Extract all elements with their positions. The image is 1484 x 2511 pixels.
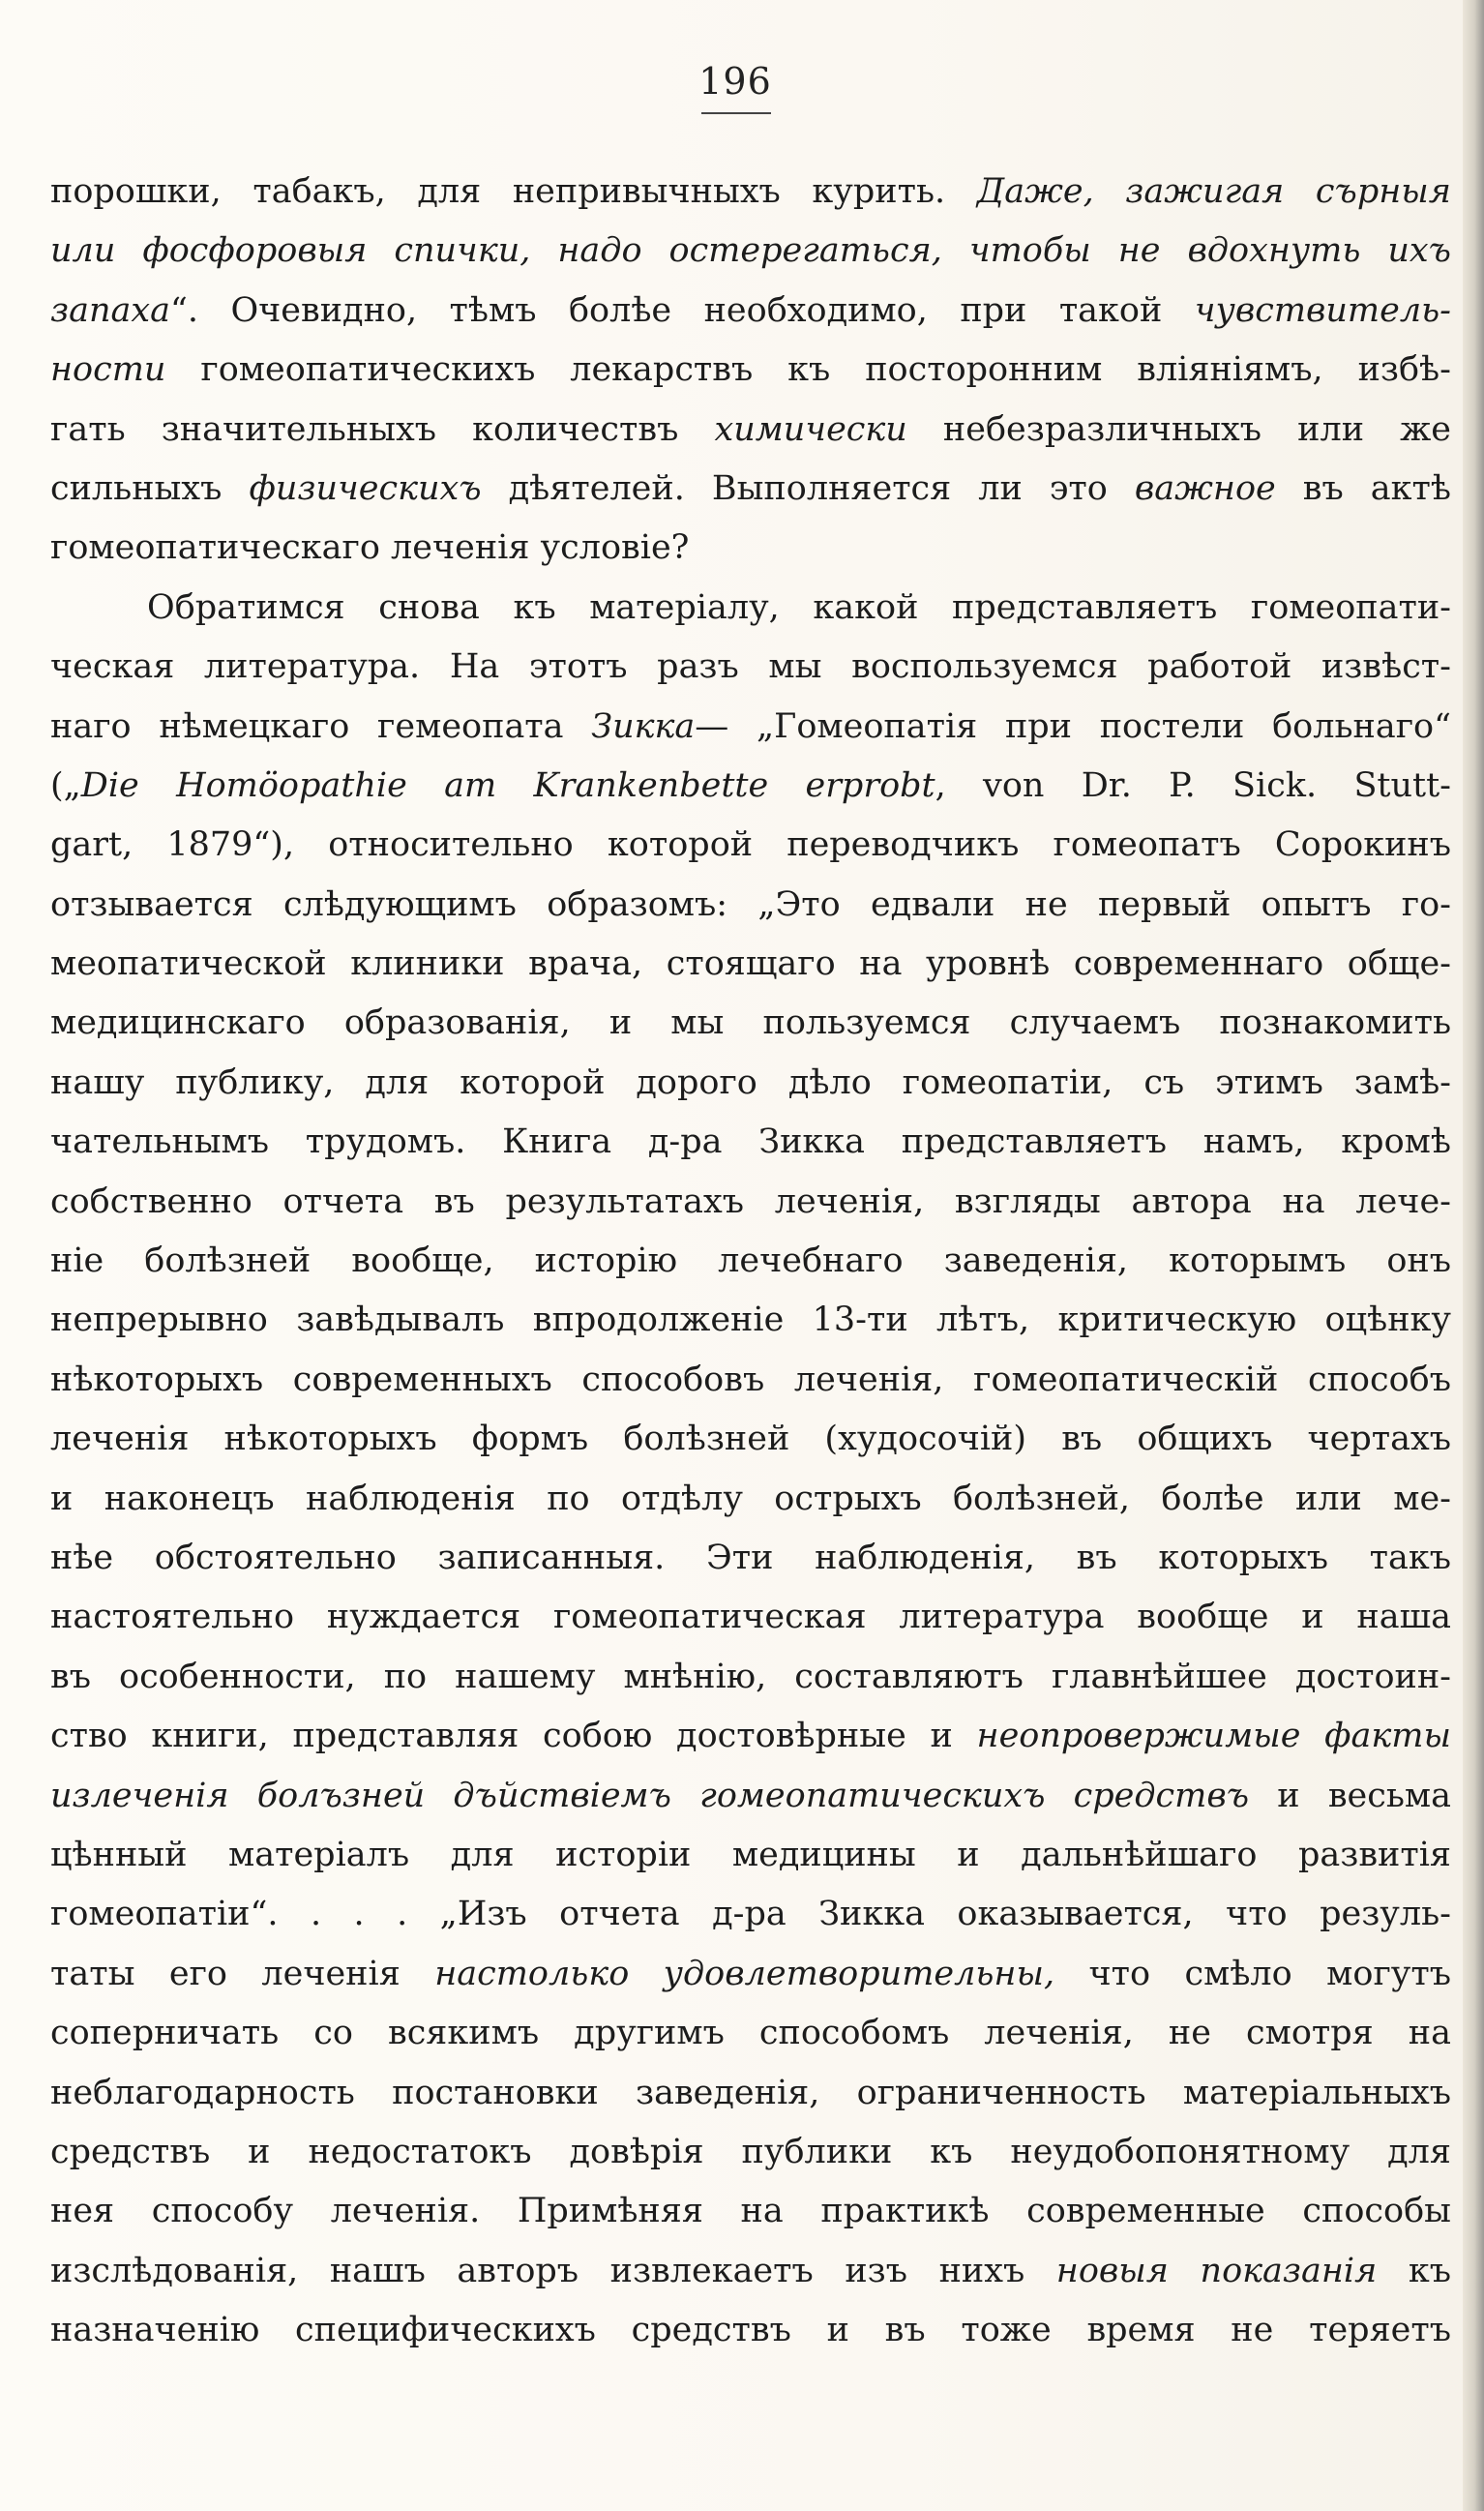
text-segment: дѣятелей. Выполняется ли это xyxy=(481,468,1135,508)
italic-text-segment: неопровержимые факты xyxy=(976,1717,1451,1756)
text-line xyxy=(50,1529,1451,1588)
text-line xyxy=(50,1648,1451,1707)
text-segment: таты его леченія xyxy=(50,1954,435,1993)
text-segment: нѣе обстоятельно записанныя. Эти наблюденія, въ которыхъ такъ xyxy=(50,1538,1451,1577)
text-line xyxy=(50,1291,1451,1350)
text-segment: собственно отчета въ результатахъ леченія, взгляды автора на лече- xyxy=(50,1181,1451,1221)
text-segment: настоятельно нуждается гомеопатическая литература вообще и наша xyxy=(50,1598,1451,1637)
text-line xyxy=(50,994,1451,1053)
text-line xyxy=(50,163,1451,222)
text-segment: непрерывно завѣдывалъ впродолженіе 13-ти лѣтъ, критическую оцѣнку xyxy=(50,1300,1451,1340)
text-segment: въ особенности, по нашему мнѣнію, составляютъ главнѣйшее достоин- xyxy=(50,1657,1451,1696)
italic-text-segment: Зикка xyxy=(591,706,696,746)
text-line xyxy=(50,2242,1451,2301)
text-line xyxy=(50,222,1451,281)
text-line xyxy=(50,1173,1451,1232)
text-segment: gart, 1879“), относительно которой переводчикъ гомеопатъ Сорокинъ xyxy=(50,825,1451,865)
italic-text-segment: ности xyxy=(50,350,166,390)
text-line xyxy=(50,1470,1451,1529)
text-segment: къ xyxy=(1377,2251,1451,2290)
text-segment: что смѣло могутъ xyxy=(1054,1954,1451,1993)
body-text xyxy=(50,163,1451,2360)
text-line xyxy=(50,579,1451,638)
text-segment: нашу публику, для которой дорого дѣло гомеопатіи, съ этимъ замѣ- xyxy=(50,1062,1451,1102)
text-segment: гомеопатіи“. . . . „Изъ отчета д-ра Зикка оказывается, что резуль- xyxy=(50,1895,1451,1934)
text-segment: цѣнный матеріалъ для исторіи медицины и дальнѣйшаго развитія xyxy=(50,1835,1451,1874)
text-line xyxy=(50,2004,1451,2063)
text-line xyxy=(50,519,1451,578)
page-edge-shadow xyxy=(1463,0,1484,2511)
text-segment: меопатической клиники врача, стоящаго на уровнѣ современнаго обще- xyxy=(50,944,1451,984)
text-segment: („ xyxy=(50,765,81,805)
text-line xyxy=(50,1054,1451,1113)
page-number: 196 xyxy=(698,60,772,103)
text-line xyxy=(50,2182,1451,2241)
text-line xyxy=(50,638,1451,697)
text-line xyxy=(50,341,1451,400)
text-segment: средствъ и недостатокъ довѣрія публики къ неудобопонятному для xyxy=(50,2132,1451,2171)
page-number-underline xyxy=(701,112,771,114)
text-segment: сильныхъ xyxy=(50,468,250,508)
text-segment: неблагодарность постановки заведенія, ограниченность матеріальныхъ xyxy=(50,2073,1451,2112)
italic-text-segment: излеченія болъзней дъйствіемъ гомеопатическихъ средствъ xyxy=(50,1776,1250,1815)
text-line xyxy=(50,1113,1451,1172)
text-segment: порошки, табакъ, для непривычныхъ курить. xyxy=(50,172,977,211)
text-line xyxy=(50,1767,1451,1826)
text-line xyxy=(50,282,1451,341)
text-line xyxy=(50,816,1451,875)
text-segment: ческая литература. На этотъ разъ мы воспользуемся работой извѣст- xyxy=(50,647,1451,687)
italic-text-segment: важное xyxy=(1134,468,1276,508)
text-segment: медицинскаго образованія, и мы пользуемся случаемъ познакомить xyxy=(50,1003,1451,1043)
italic-text-segment: настолько удовлетворительны, xyxy=(434,1954,1055,1993)
text-line xyxy=(50,401,1451,460)
italic-text-segment: физическихъ xyxy=(249,468,482,508)
italic-text-segment: новыя показанія xyxy=(1055,2251,1378,2290)
text-segment: гать значительныхъ количествъ xyxy=(50,409,715,449)
text-line xyxy=(50,1945,1451,2004)
italic-text-segment: чувствитель- xyxy=(1194,290,1451,330)
text-segment: соперничать со всякимъ другимъ способомъ леченія, не смотря на xyxy=(50,2014,1451,2053)
text-segment: изслѣдованія, нашъ авторъ извлекаетъ изъ нихъ xyxy=(50,2251,1056,2290)
text-line xyxy=(50,2301,1451,2360)
italic-text-segment: запаха xyxy=(50,290,170,330)
text-segment: назначенію специфическихъ средствъ и въ тоже время не теряетъ xyxy=(50,2311,1451,2350)
text-line xyxy=(50,757,1451,816)
text-line xyxy=(50,935,1451,994)
text-line xyxy=(50,460,1451,519)
text-segment: Обратимся снова къ матеріалу, какой представляетъ гомеопати- xyxy=(147,587,1451,627)
text-line xyxy=(50,1232,1451,1291)
text-segment: нея способу леченія. Примѣняя на практикѣ современные способы xyxy=(50,2192,1451,2231)
text-segment: леченія нѣкоторыхъ формъ болѣзней (худосочій) въ общихъ чертахъ xyxy=(50,1420,1451,1459)
text-line xyxy=(50,698,1451,757)
text-segment: “. Очевидно, тѣмъ болѣе необходимо, при такой xyxy=(169,290,1195,330)
text-segment: наго нѣмецкаго гемеопата xyxy=(50,706,592,746)
text-segment: гомеопатическихъ лекарствъ къ посторонним вліяніямъ, избѣ- xyxy=(165,350,1451,390)
text-line xyxy=(50,1826,1451,1885)
text-segment: — „Гомеопатія при постели больнаго“ xyxy=(695,706,1451,746)
text-segment: ніе болѣзней вообще, исторію лечебнаго заведенія, которымъ онъ xyxy=(50,1241,1451,1281)
text-segment: отзывается слѣдующимъ образомъ: „Это едвали не первый опытъ го- xyxy=(50,884,1451,924)
italic-text-segment: химически xyxy=(714,409,907,449)
italic-text-segment: Die Homöopathie am Krankenbette erprobt xyxy=(80,765,935,805)
text-line xyxy=(50,876,1451,935)
text-segment: чательнымъ трудомъ. Книга д-ра Зикка представляетъ намъ, кромѣ xyxy=(50,1122,1451,1162)
text-line xyxy=(50,2064,1451,2123)
italic-text-segment: Даже, зажигая сърныя xyxy=(976,172,1451,211)
italic-text-segment: или фосфоровыя спички, надо остерегаться, чтобы не вдохнуть ихъ xyxy=(50,231,1451,271)
text-line xyxy=(50,1885,1451,1944)
text-segment: небезразличныхъ или же xyxy=(906,409,1451,449)
text-line xyxy=(50,1707,1451,1766)
text-line xyxy=(50,1410,1451,1469)
text-line xyxy=(50,2123,1451,2182)
text-segment: и весьма xyxy=(1249,1776,1451,1815)
text-segment: въ актѣ xyxy=(1275,468,1451,508)
text-line xyxy=(50,1588,1451,1647)
text-segment: гомеопатическаго леченія условіе? xyxy=(50,528,690,568)
text-line xyxy=(50,1351,1451,1410)
text-segment: и наконецъ наблюденія по отдѣлу острыхъ болѣзней, болѣе или ме- xyxy=(50,1479,1451,1518)
text-segment: нѣкоторыхъ современныхъ способовъ леченія, гомеопатическій способъ xyxy=(50,1360,1451,1399)
text-segment: ство книги, представляя собою достовѣрные и xyxy=(50,1717,977,1756)
text-segment: , von Dr. P. Sick. Stutt- xyxy=(935,765,1451,805)
